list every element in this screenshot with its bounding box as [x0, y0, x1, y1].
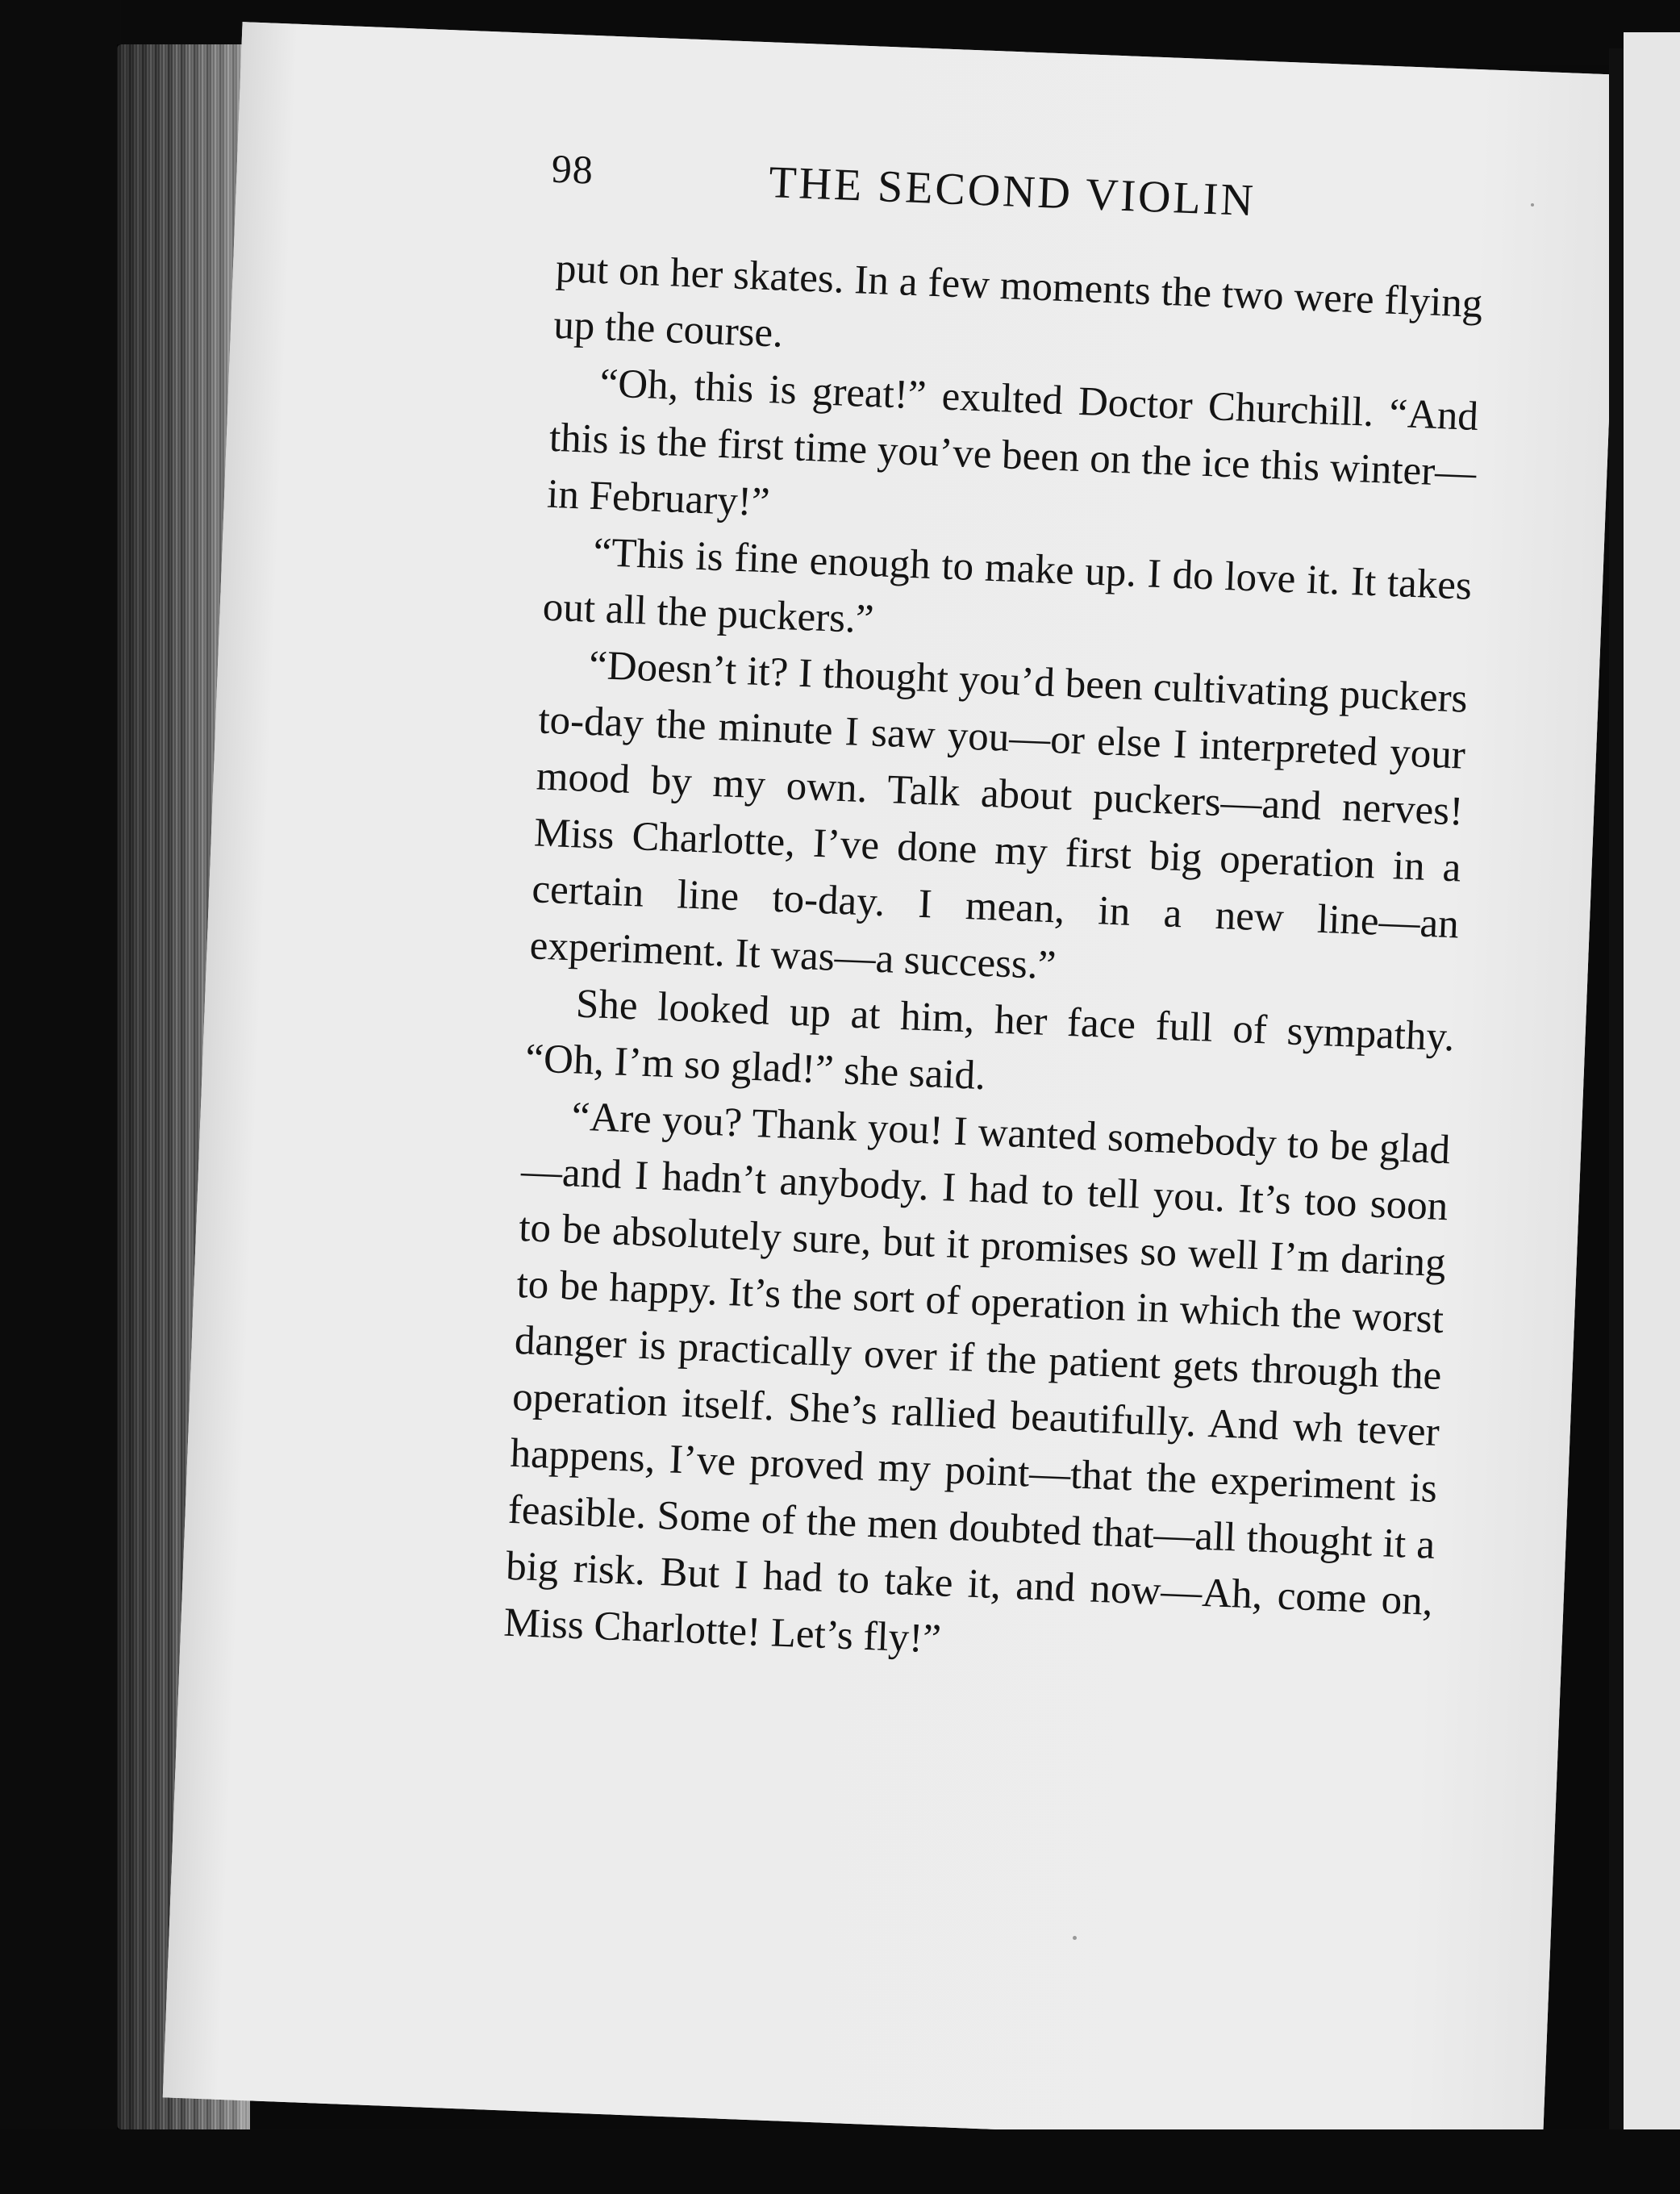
paragraph: She looked up at him, her face full of sympathy. “Oh, I’m so glad!” she said.	[524, 981, 1456, 1099]
text-block	[502, 145, 1487, 1687]
paragraph: “Doesn’t it? I thought you’d been cultivating puckers to-day the minute I saw you—or else I interpreted your mood by my own. Talk about puckers—and nerves! Miss Charlotte, I’ve done my first big operation in a certain line to-day. I mean, in a new line—an experiment. It was—a success.”	[528, 642, 1469, 989]
dust-speck	[1073, 1936, 1077, 1940]
gutter-shadow	[1609, 48, 1625, 2162]
paragraph: “Oh, this is great!” exulted Doctor Churchill. “And this is the first time you’ve been on the ice this winter—in February!”	[546, 361, 1479, 526]
scan-bottom-border	[0, 2129, 1680, 2194]
paragraph: “Are you? Thank you! I wanted somebody to be glad—and I hadn’t anybody. I had to tell you. It’s too soon to be absolutely sure, but it promises so well I’m daring to be happy. It’s the sort of operation in which the worst danger is practically over if the patient gets through the operation itself. She’s rallied beautifully. And wh tever happens, I’ve proved my point—that the experiment is feasible. Some of the men doubted that—all thought it a big risk. But I had to take it, and now—Ah, come on, Miss Charlotte! Let’s fly!”	[502, 1094, 1452, 1662]
dust-speck	[1531, 203, 1534, 206]
page-number: 98	[550, 145, 594, 193]
facing-page-strip	[1624, 32, 1680, 2194]
paragraph: put on her skates. In a few moments the two were flying up the course.	[552, 245, 1484, 357]
paragraph: “This is fine enough to make up. I do love it. It takes out all the puckers.”	[541, 529, 1473, 643]
running-title: THE SECOND VIOLIN	[768, 156, 1257, 227]
scan-left-border	[0, 0, 121, 2194]
